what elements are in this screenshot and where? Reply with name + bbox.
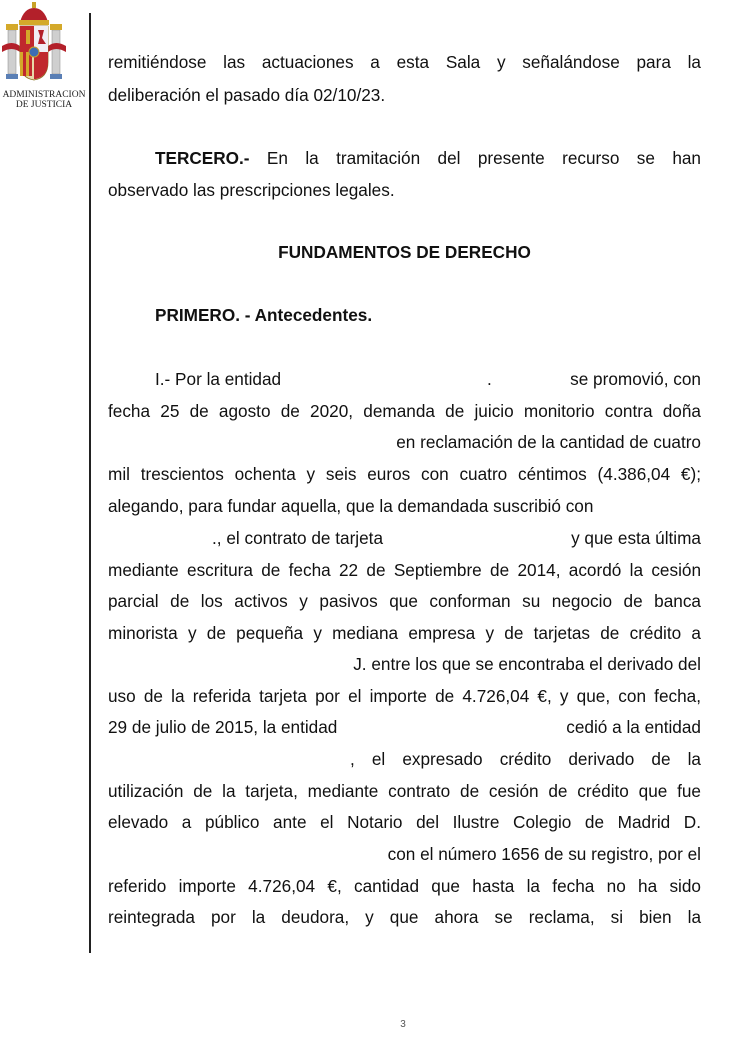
text-line: referido importe 4.726,04 €, cantidad que hasta la fecha no ha sido	[108, 876, 701, 896]
text-fragment: I.- Por la entidad	[155, 369, 282, 389]
text-fragment: cedió a la entidad	[566, 717, 701, 737]
text-line: uso de la referida tarjeta por el importe de 4.726,04 €, y que, con fecha,	[108, 686, 701, 706]
margin-rule	[89, 13, 91, 953]
text-line: elevado a público ante el Notario del Ilustre Colegio de Madrid D.	[108, 812, 701, 832]
text-line: mediante escritura de fecha 22 de Septiembre de 2014, acordó la cesión	[108, 560, 701, 580]
text-fragment: y que esta última	[571, 528, 701, 548]
text-line: utilización de la tarjeta, mediante contrato de cesión de crédito que fue	[108, 781, 701, 801]
text-fragment: 29 de julio de 2015, la entidad	[108, 717, 338, 737]
text-line: parcial de los activos y pasivos que conforman su negocio de banca	[108, 591, 701, 611]
section-heading: FUNDAMENTOS DE DERECHO	[278, 242, 531, 262]
tercero-text: En la tramitación del presente recurso se han	[266, 148, 701, 168]
text-fragment: ., el contrato de tarjeta	[212, 528, 384, 548]
text-line: minorista y de pequeña y mediana empresa y de tarjetas de crédito a	[108, 623, 701, 643]
text-line: reintegrada por la deudora, y que ahora se reclama, si bien la	[108, 907, 701, 927]
coat-of-arms-logo	[0, 0, 88, 115]
text-fragment: .	[487, 369, 492, 389]
text-fragment: se promovió, con	[570, 369, 701, 389]
tercero-paragraph	[108, 148, 701, 168]
text-line: deliberación el pasado día 02/10/23.	[108, 85, 386, 105]
text-line: con el número 1656 de su registro, por el	[387, 844, 701, 864]
coat-of-arms-icon	[2, 0, 86, 88]
subsection-heading: PRIMERO. - Antecedentes.	[155, 305, 373, 325]
text-line: mil trescientos ochenta y seis euros con cuatro céntimos (4.386,04 €);	[108, 464, 701, 484]
logo-text-line2: DE JUSTICIA	[15, 100, 73, 110]
tercero-label: TERCERO.-	[155, 148, 250, 168]
text-line: J. entre los que se encontraba el derivado del	[353, 654, 701, 674]
text-line: en reclamación de la cantidad de cuatro	[396, 432, 701, 452]
text-line: remitiéndose las actuaciones a esta Sala y señalándose para la	[108, 52, 701, 72]
text-line: alegando, para fundar aquella, que la demandada suscribió con	[108, 496, 594, 516]
text-line: observado las prescripciones legales.	[108, 180, 395, 200]
logo-text-line1: ADMINISTRACION	[2, 90, 86, 100]
text-line: , el expresado crédito derivado de la	[350, 749, 701, 769]
text-line: fecha 25 de agosto de 2020, demanda de juicio monitorio contra doña	[108, 401, 701, 421]
page-number: 3	[400, 1019, 406, 1030]
